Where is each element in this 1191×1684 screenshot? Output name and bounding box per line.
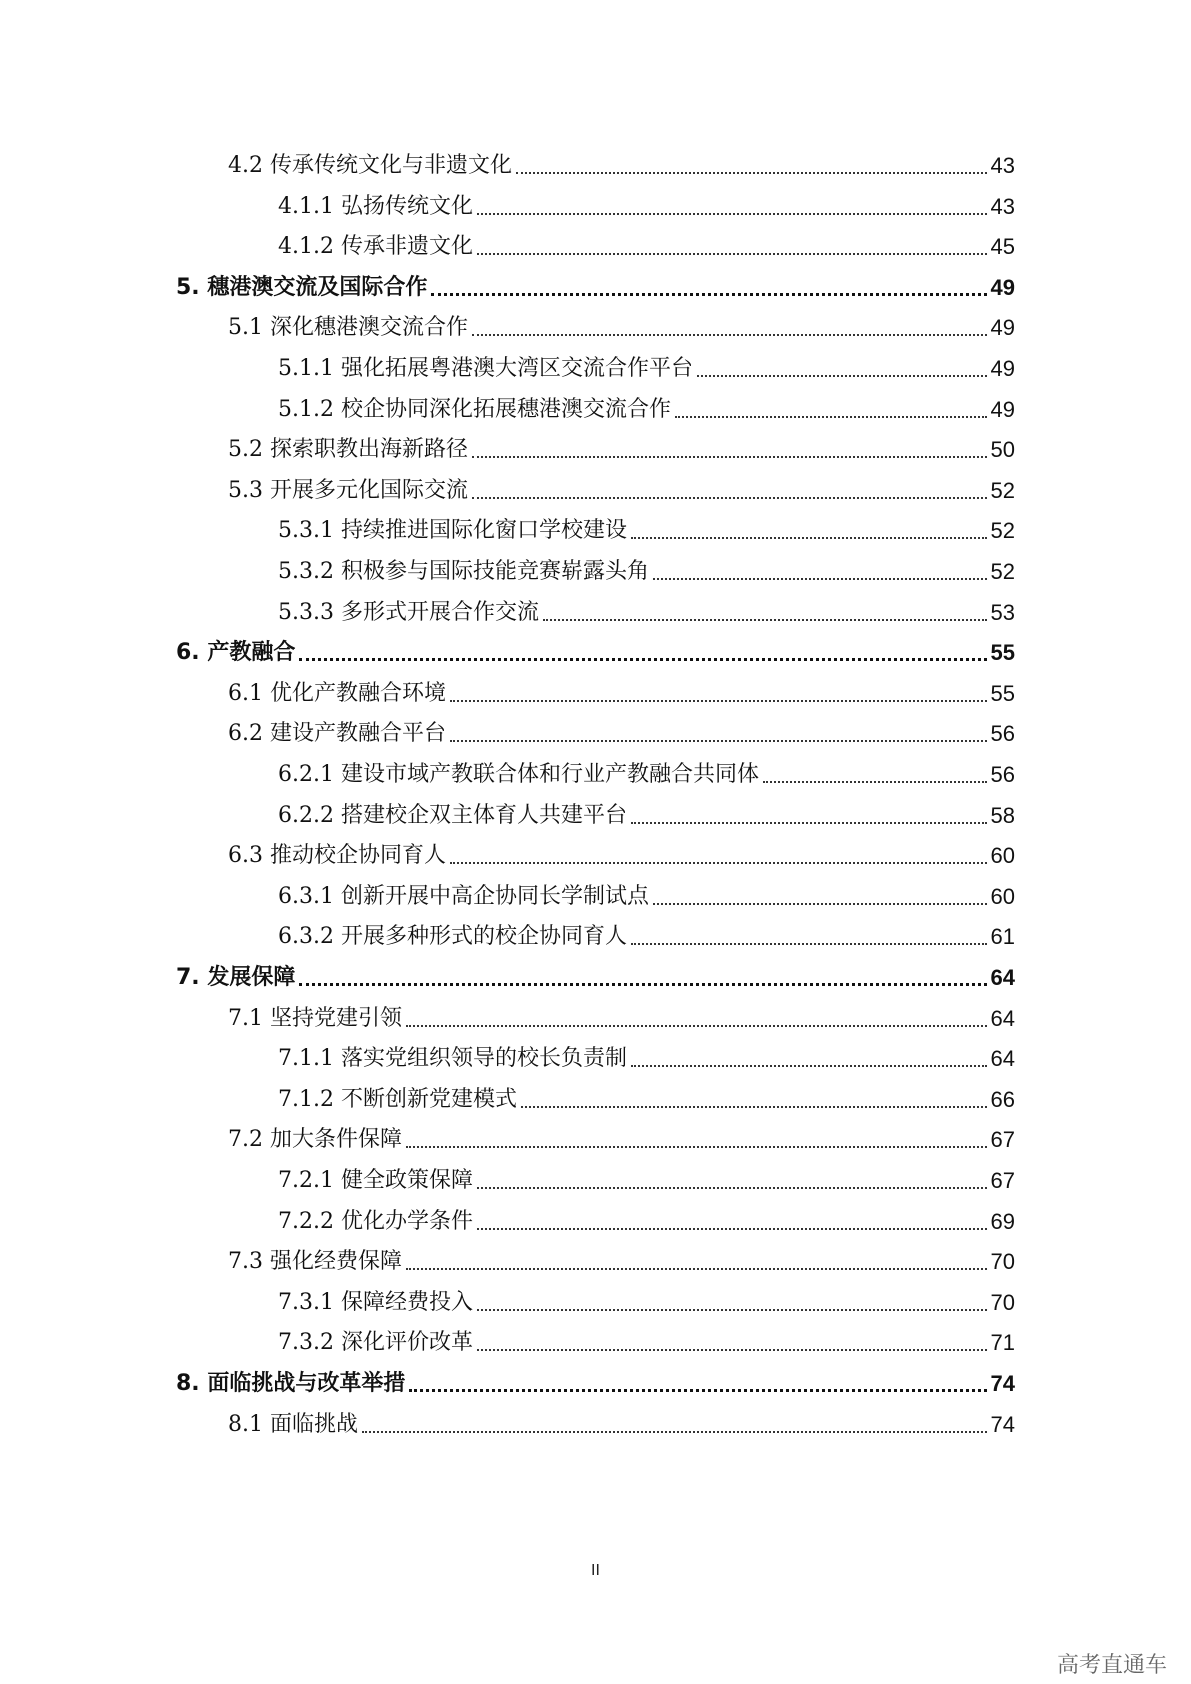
page-number: II [591, 1562, 600, 1579]
dot-leader [299, 983, 986, 986]
toc-entry-title: 4.2 传承传统文化与非遗文化 [228, 153, 512, 178]
dot-leader [299, 658, 986, 661]
toc-entry[interactable] [278, 749, 1015, 789]
toc-entry[interactable] [278, 1196, 1015, 1236]
toc-entry[interactable] [278, 181, 1015, 221]
toc-entry[interactable] [228, 1236, 1015, 1276]
toc-entry-title: 8. 面临挑战与改革举措 [176, 1371, 406, 1396]
dot-leader [631, 1065, 987, 1067]
toc-entry-title: 7.1.1 落实党组织领导的校长负责制 [278, 1046, 627, 1072]
dot-leader [653, 903, 987, 905]
dot-leader [543, 619, 987, 621]
toc-entry[interactable] [228, 465, 1015, 505]
toc-entry-page: 56 [990, 721, 1015, 747]
toc-entry-title: 6. 产教融合 [176, 640, 296, 666]
toc-entry[interactable] [228, 668, 1015, 708]
toc-entry-title: 6.2.1 建设市域产教联合体和行业产教融合共同体 [278, 762, 759, 787]
toc-entry[interactable] [278, 1317, 1015, 1357]
toc-entry-page: 60 [990, 843, 1015, 869]
toc-entry-title: 7.2 加大条件保障 [228, 1127, 402, 1153]
toc-entry-page: 53 [990, 599, 1015, 625]
toc-entry-page: 64 [990, 1046, 1015, 1072]
toc-entry-page: 67 [990, 1127, 1015, 1153]
toc-entry[interactable] [228, 993, 1015, 1033]
toc-entry[interactable] [176, 952, 1015, 992]
toc-entry-title: 5.1.1 强化拓展粤港澳大湾区交流合作平台 [278, 356, 693, 381]
toc-entry-title: 6.1 优化产教融合环境 [228, 680, 446, 706]
toc-entry-page: 49 [990, 356, 1015, 381]
toc-entry-title: 7. 发展保障 [176, 965, 296, 990]
toc-entry[interactable] [176, 627, 1015, 667]
toc-entry[interactable] [278, 546, 1015, 586]
toc-entry-title: 6.3.1 创新开展中高企协同长学制试点 [278, 883, 649, 909]
dot-leader [450, 740, 987, 742]
toc-entry[interactable] [278, 871, 1015, 911]
dot-leader [477, 1349, 987, 1351]
toc-entry[interactable] [176, 262, 1015, 302]
toc-entry-title: 4.1.2 传承非遗文化 [278, 234, 473, 260]
dot-leader [450, 862, 987, 864]
dot-leader [477, 1228, 987, 1230]
dot-leader [406, 1025, 987, 1027]
toc-entry-page: 58 [990, 802, 1015, 828]
toc-entry[interactable] [228, 424, 1015, 464]
toc-entry[interactable] [278, 1155, 1015, 1195]
toc-entry-page: 64 [990, 1005, 1015, 1031]
toc-entry-title: 6.2.2 搭建校企双主体育人共建平台 [278, 802, 627, 828]
toc-entry-page: 45 [990, 234, 1015, 260]
toc-entry[interactable] [278, 587, 1015, 627]
toc-entry-page: 74 [990, 1411, 1015, 1437]
toc-entry[interactable] [278, 343, 1015, 383]
toc-entry-page: 50 [990, 437, 1015, 463]
dot-leader [477, 253, 987, 255]
toc-entry-page: 52 [990, 559, 1015, 584]
toc-entry[interactable] [176, 1358, 1015, 1398]
toc-entry[interactable] [228, 1399, 1015, 1439]
toc-entry[interactable] [228, 830, 1015, 870]
toc-entry[interactable] [278, 1277, 1015, 1317]
dot-leader [477, 213, 987, 215]
dot-leader [631, 943, 987, 945]
toc-entry-page: 67 [990, 1168, 1015, 1193]
toc-entry-page: 43 [990, 193, 1015, 219]
toc-entry-page: 64 [990, 965, 1015, 990]
toc-entry-page: 70 [990, 1289, 1015, 1315]
toc-entry[interactable] [228, 708, 1015, 748]
toc-entry-page: 66 [990, 1086, 1015, 1112]
dot-leader [406, 1146, 987, 1148]
toc-entry-title: 8.1 面临挑战 [228, 1411, 358, 1437]
toc-entry[interactable] [278, 1033, 1015, 1073]
toc-entry-page: 49 [990, 315, 1015, 341]
toc-entry-title: 7.3.2 深化评价改革 [278, 1330, 473, 1356]
toc-entry-page: 55 [990, 640, 1015, 666]
toc-entry-page: 55 [990, 680, 1015, 706]
toc-entry-page: 61 [990, 924, 1015, 950]
toc-entry-title: 6.3 推动校企协同育人 [228, 843, 446, 869]
toc-entry-title: 5. 穗港澳交流及国际合作 [176, 274, 428, 300]
dot-leader [697, 375, 987, 377]
dot-leader [472, 456, 987, 458]
toc-entry[interactable] [228, 140, 1015, 180]
dot-leader [653, 578, 987, 580]
toc-entry-title: 5.1 深化穗港澳交流合作 [228, 315, 468, 341]
dot-leader [477, 1187, 987, 1189]
toc-entry-title: 7.2.2 优化办学条件 [278, 1208, 473, 1234]
dot-leader [431, 293, 986, 296]
toc-entry-title: 5.3.3 多形式开展合作交流 [278, 599, 539, 625]
toc-entry-title: 4.1.1 弘扬传统文化 [278, 193, 473, 219]
toc-entry-title: 6.2 建设产教融合平台 [228, 721, 446, 747]
toc-entry-page: 69 [990, 1208, 1015, 1234]
watermark-text: 高考直通车 [1056, 1653, 1167, 1678]
dot-leader [763, 781, 987, 783]
toc-entry-title: 7.3.1 保障经费投入 [278, 1289, 473, 1315]
toc-entry[interactable] [278, 1074, 1015, 1114]
dot-leader [472, 497, 987, 499]
toc-entry[interactable] [278, 790, 1015, 830]
toc-entry[interactable] [278, 911, 1015, 951]
toc-entry-page: 70 [990, 1249, 1015, 1275]
toc-entry-title: 5.3.1 持续推进国际化窗口学校建设 [278, 518, 627, 544]
toc-entry-title: 5.3.2 积极参与国际技能竞赛崭露头角 [278, 559, 649, 584]
toc-entry[interactable] [228, 1114, 1015, 1154]
dot-leader [406, 1268, 987, 1270]
toc-entry-title: 7.1 坚持党建引领 [228, 1005, 402, 1031]
toc-entry-page: 43 [990, 153, 1015, 178]
dot-leader [477, 1309, 987, 1311]
toc-entry-title: 5.2 探索职教出海新路径 [228, 437, 468, 463]
toc-entry-title: 7.3 强化经费保障 [228, 1249, 402, 1275]
dot-leader [631, 537, 987, 539]
toc-entry-title: 7.1.2 不断创新党建模式 [278, 1086, 517, 1112]
toc-entry[interactable] [228, 302, 1015, 342]
toc-entry-title: 5.3 开展多元化国际交流 [228, 477, 468, 503]
dot-leader [521, 1106, 987, 1108]
dot-leader [675, 416, 987, 418]
toc-entry-page: 56 [990, 762, 1015, 787]
toc-entry-page: 52 [990, 518, 1015, 544]
toc-entry-title: 5.1.2 校企协同深化拓展穗港澳交流合作 [278, 396, 671, 422]
toc-entry[interactable] [278, 221, 1015, 261]
toc-entry-page: 49 [990, 274, 1015, 300]
toc-entry[interactable] [278, 505, 1015, 545]
toc-entry-page: 74 [990, 1371, 1015, 1396]
toc-entry-page: 60 [990, 883, 1015, 909]
dot-leader [516, 172, 987, 174]
dot-leader [631, 822, 987, 824]
toc-entry-page: 71 [990, 1330, 1015, 1356]
dot-leader [472, 334, 987, 336]
toc-entry-page: 49 [990, 396, 1015, 422]
toc-entry[interactable] [278, 384, 1015, 424]
toc-entry-title: 7.2.1 健全政策保障 [278, 1168, 473, 1193]
dot-leader [362, 1431, 987, 1433]
toc-entry-page: 52 [990, 477, 1015, 503]
dot-leader [409, 1389, 986, 1392]
toc-entry-title: 6.3.2 开展多种形式的校企协同育人 [278, 924, 627, 950]
dot-leader [450, 700, 987, 702]
